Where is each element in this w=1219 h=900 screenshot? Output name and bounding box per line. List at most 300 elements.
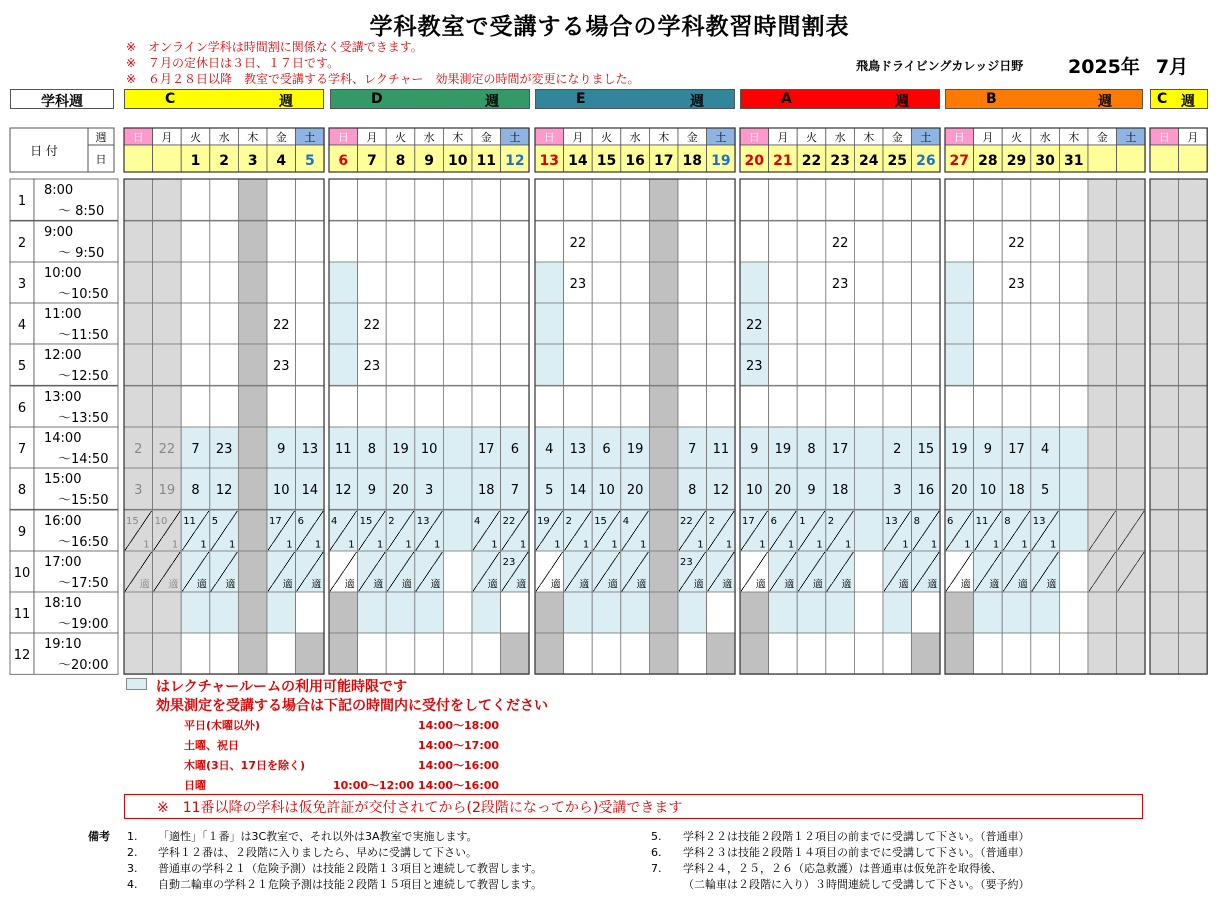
week-suffix: 週	[1098, 94, 1112, 110]
measure-day-label: 平日(木曜以外)	[184, 719, 261, 732]
weekday-label: 日	[132, 131, 144, 144]
date-number: 12	[505, 153, 525, 169]
timetable-cell	[974, 633, 1003, 674]
measure-day-label: 日曜	[184, 779, 206, 792]
date-number: 8	[395, 153, 406, 169]
date-number: 4	[276, 153, 287, 169]
timetable-cell	[267, 633, 296, 674]
timetable-cell	[912, 344, 941, 385]
timetable-cell	[415, 303, 444, 344]
timetable-cell	[443, 179, 472, 220]
timetable-cell	[649, 633, 678, 674]
timetable-cell	[854, 179, 883, 220]
timetable-cell	[443, 344, 472, 385]
timetable-cell	[443, 633, 472, 674]
timetable-cell	[974, 179, 1003, 220]
timetable-cell	[797, 344, 826, 385]
timetable-cell	[535, 633, 564, 674]
class-sub-number: 1	[1050, 539, 1057, 551]
timetable-cell	[1150, 179, 1179, 220]
weekday-label: 月	[982, 131, 994, 144]
class-number: 4	[1040, 442, 1050, 457]
week-suffix: 週	[690, 94, 704, 110]
timetable-cell	[210, 179, 239, 220]
class-number: 9	[750, 442, 759, 457]
timetable-cell	[912, 221, 941, 262]
timetable-cell	[769, 221, 798, 262]
aptitude-mark: 適	[487, 579, 498, 591]
class-number: 12	[215, 483, 233, 498]
period-number: 2	[17, 236, 27, 251]
class-number: 9	[367, 483, 377, 498]
class-number: 4	[622, 516, 630, 527]
date-number: 31	[1063, 153, 1084, 169]
timetable-cell	[707, 221, 736, 262]
timetable-cell	[358, 179, 387, 220]
class-number: 11	[335, 442, 352, 457]
timetable-cell	[883, 303, 912, 344]
timetable-cell	[153, 592, 182, 633]
weekday-label: 火	[190, 131, 201, 144]
class-sub-number: 1	[200, 539, 207, 551]
timetable-cell	[1179, 633, 1208, 674]
timetable-cell	[797, 262, 826, 303]
class-number: 12	[335, 483, 352, 498]
timetable-cell	[769, 179, 798, 220]
date-number: 20	[744, 153, 765, 169]
timetable-cell	[649, 221, 678, 262]
timetable-cell	[1150, 303, 1179, 344]
weekday-label: 日	[1158, 131, 1170, 144]
timetable-cell	[621, 344, 650, 385]
timetable-cell	[564, 344, 593, 385]
timetable-cell	[1088, 262, 1117, 303]
date-number: 28	[978, 153, 998, 169]
class-number: 20	[951, 483, 968, 498]
timetable-cell	[181, 179, 210, 220]
class-number: 22	[569, 236, 587, 251]
weekday-label: 火	[1011, 131, 1022, 144]
timetable-cell	[153, 221, 182, 262]
aptitude-mark: 適	[401, 579, 412, 591]
class-number: 23	[215, 442, 233, 457]
date-number: 3	[247, 153, 258, 169]
class-number: 15	[594, 516, 607, 527]
measure-day-label: 木曜(3日、17日を除く)	[184, 759, 306, 772]
timetable-cell	[238, 427, 267, 468]
timetable-cell	[854, 427, 883, 468]
timetable-cell	[769, 386, 798, 427]
weekday-label: 水	[1039, 131, 1051, 144]
class-number: 9	[277, 442, 286, 457]
timetable-cell	[740, 633, 769, 674]
timetable-cell	[415, 592, 444, 633]
class-number: 11	[712, 442, 730, 457]
timetable-cell	[415, 262, 444, 303]
class-sub-number: 1	[787, 539, 795, 551]
timetable-cell	[501, 344, 530, 385]
timetable-cell	[238, 221, 267, 262]
timetable-cell	[912, 633, 941, 674]
class-number: 23	[273, 359, 290, 374]
weekday-label: 日	[748, 131, 760, 144]
period-end: ～19:00	[58, 617, 109, 632]
timetable-cell	[535, 592, 564, 633]
date-cell	[1179, 145, 1208, 172]
timetable-cell	[329, 633, 358, 674]
timetable-cell	[296, 262, 325, 303]
timetable-cell	[883, 179, 912, 220]
class-number: 19	[158, 483, 176, 498]
class-number: 12	[712, 483, 730, 498]
timetable-cell	[707, 262, 736, 303]
class-number: 19	[537, 516, 550, 527]
timetable-cell	[707, 633, 736, 674]
timetable-cell	[1179, 179, 1208, 220]
period-number: 5	[17, 359, 27, 374]
timetable-cell	[592, 344, 621, 385]
weekday-label: 月	[366, 131, 378, 144]
week-suffix: 週	[279, 94, 293, 110]
week-letter: D	[371, 91, 383, 107]
aptitude-mark: 適	[139, 579, 150, 591]
timetable-cell	[1179, 592, 1208, 633]
timetable-cell	[740, 221, 769, 262]
timetable-cell	[535, 344, 564, 385]
timetable-cell	[1031, 592, 1060, 633]
timetable-cell	[210, 262, 239, 303]
date-cell	[1088, 145, 1117, 172]
timetable-cell	[1031, 221, 1060, 262]
timetable-cell	[1059, 427, 1088, 468]
timetable-cell	[678, 633, 707, 674]
timetable-cell	[358, 221, 387, 262]
class-sub-number: 1	[434, 539, 441, 551]
timetable-cell	[386, 179, 415, 220]
timetable-cell	[621, 303, 650, 344]
timetable-cell	[826, 179, 855, 220]
timetable-cell	[678, 344, 707, 385]
timetable-cell	[1059, 386, 1088, 427]
timetable-cell	[621, 633, 650, 674]
timetable-cell	[678, 592, 707, 633]
class-number: 22	[273, 318, 290, 333]
weekday-label: 金	[891, 131, 903, 144]
period-end: ～20:00	[58, 658, 109, 673]
class-sub-number: 1	[405, 539, 412, 551]
timetable-cell	[769, 262, 798, 303]
timetable-cell	[386, 221, 415, 262]
timetable-cell	[1031, 262, 1060, 303]
class-number: 18	[478, 483, 495, 498]
timetable-cell	[1088, 386, 1117, 427]
class-number: 5	[1040, 483, 1050, 498]
aptitude-mark: 適	[168, 579, 179, 591]
timetable-cell	[181, 303, 210, 344]
timetable-cell	[945, 592, 974, 633]
timetable-cell	[1179, 344, 1208, 385]
period-end: ～15:50	[58, 493, 109, 508]
timetable-cell	[210, 344, 239, 385]
weekday-label: 土	[509, 131, 521, 144]
timetable-cell	[296, 344, 325, 385]
timetable-cell	[854, 344, 883, 385]
period-number: 9	[17, 525, 27, 540]
week-suffix: 週	[895, 94, 909, 110]
timetable-cell	[181, 386, 210, 427]
timetable-cell	[707, 386, 736, 427]
remark-text: （二輪車は２段階に入り）３時間連続して受講して下さい。（要予約）	[683, 878, 1030, 891]
page-title: 学科教室で受講する場合の学科教習時間割表	[369, 14, 850, 40]
timetable-cell	[1059, 633, 1088, 674]
class-number: 13	[569, 442, 587, 457]
measure-time-pm: 14:00～16:00	[418, 759, 500, 772]
class-number: 4	[545, 442, 554, 457]
timetable-cell	[883, 386, 912, 427]
aptitude-mark: 適	[927, 579, 938, 591]
class-number: 16	[917, 483, 935, 498]
timetable-cell	[443, 510, 472, 551]
period-start: 8:00	[44, 183, 74, 198]
class-sub-number: 1	[902, 539, 909, 551]
timetable-cell	[1059, 551, 1088, 592]
timetable-cell	[826, 592, 855, 633]
aptitude-mark: 適	[430, 579, 441, 591]
class-number: 20	[392, 483, 409, 498]
timetable-cell	[854, 551, 883, 592]
class-number: 23	[746, 359, 763, 374]
class-number: 22	[831, 236, 849, 251]
date-number: 18	[682, 153, 703, 169]
class-number: 11	[183, 516, 196, 527]
aptitude-mark: 適	[344, 579, 355, 591]
period-number: 11	[13, 607, 31, 622]
date-number: 27	[949, 153, 970, 169]
period-start: 12:00	[44, 348, 82, 363]
timetable-cell	[1179, 510, 1208, 551]
timetable-cell	[1117, 468, 1146, 509]
timetable-cell	[1117, 262, 1146, 303]
timetable-cell	[1150, 592, 1179, 633]
weekday-label: 金	[686, 131, 698, 144]
class-number: 19	[626, 442, 644, 457]
timetable-cell	[854, 510, 883, 551]
timetable-cell	[854, 221, 883, 262]
timetable-cell	[854, 386, 883, 427]
timetable-cell	[238, 262, 267, 303]
timetable-cell	[1088, 592, 1117, 633]
timetable-cell	[472, 179, 501, 220]
timetable-cell	[358, 592, 387, 633]
timetable-cell	[296, 592, 325, 633]
period-start: 13:00	[44, 390, 82, 405]
timetable-cell	[740, 179, 769, 220]
week-suffix: 週	[485, 94, 499, 110]
class-sub-number: 1	[582, 539, 590, 551]
timetable-cell	[854, 468, 883, 509]
timetable-cell	[1150, 386, 1179, 427]
timetable-cell	[649, 344, 678, 385]
timetable-cell	[329, 221, 358, 262]
timetable-cell	[826, 633, 855, 674]
timetable-cell	[740, 386, 769, 427]
timetable-cell	[1117, 344, 1146, 385]
weekday-label: 月	[161, 131, 173, 144]
timetable-cell	[501, 386, 530, 427]
class-number: 2	[565, 516, 572, 527]
weekday-label: 日	[337, 131, 349, 144]
timetable-cell	[153, 262, 182, 303]
class-number: 5	[545, 483, 554, 498]
weekday-label: 木	[452, 131, 464, 144]
weekday-label: 水	[834, 131, 846, 144]
timetable-cell	[649, 303, 678, 344]
class-sub-number: 1	[554, 539, 561, 551]
period-start: 15:00	[44, 472, 82, 487]
lecture-legend-text: はレクチャールームの利用可能時限です	[156, 679, 408, 695]
timetable-cell	[124, 262, 153, 303]
timetable-cell	[153, 303, 182, 344]
remarks-label: 備考	[88, 830, 110, 843]
class-number: 13	[885, 516, 898, 527]
weekday-label: 日	[953, 131, 965, 144]
timetable-cell	[1088, 468, 1117, 509]
timetable-cell	[564, 386, 593, 427]
timetable-cell	[945, 633, 974, 674]
weekday-label: 木	[658, 131, 670, 144]
timetable-cell	[386, 303, 415, 344]
timetable-cell	[386, 633, 415, 674]
date-cell	[153, 145, 182, 172]
weekday-label: 土	[715, 131, 727, 144]
remark-number: 5.	[651, 830, 662, 843]
class-number: 23	[831, 277, 849, 292]
class-sub-number: 1	[348, 539, 355, 551]
timetable-cell	[769, 592, 798, 633]
timetable-cell	[912, 262, 941, 303]
timetable-cell	[1059, 179, 1088, 220]
class-number: 8	[191, 483, 200, 498]
class-number: 7	[191, 442, 200, 457]
timetable-cell	[1002, 303, 1031, 344]
timetable-cell	[592, 221, 621, 262]
date-number: 11	[476, 153, 497, 169]
class-number: 23	[363, 359, 381, 374]
remark-number: 7.	[651, 862, 662, 875]
timetable-cell	[358, 633, 387, 674]
class-number: 10	[154, 516, 168, 527]
timetable-cell	[592, 592, 621, 633]
remark-text: 普通車の学科２１（危険予測）は技能２段階１３項目と連続して教習します。	[158, 862, 543, 875]
timetable-cell	[649, 551, 678, 592]
weekday-label: 水	[423, 131, 435, 144]
timetable-cell	[296, 633, 325, 674]
date-number: 25	[887, 153, 908, 169]
class-number: 22	[363, 318, 381, 333]
class-number: 22	[746, 318, 763, 333]
timetable-cell	[1150, 344, 1179, 385]
timetable-cell	[153, 633, 182, 674]
class-number: 5	[211, 516, 219, 527]
timetable-cell	[1150, 551, 1179, 592]
school-name: 飛鳥ドライビングカレッジ日野	[856, 59, 1024, 73]
period-number: 1	[17, 194, 27, 209]
timetable-cell	[1059, 303, 1088, 344]
period-number: 6	[17, 401, 27, 416]
timetable-cell	[415, 386, 444, 427]
aptitude-mark: 適	[282, 579, 293, 591]
aptitude-mark: 適	[579, 579, 590, 591]
timetable-cell	[564, 633, 593, 674]
timetable-cell	[1059, 468, 1088, 509]
timetable-cell	[649, 592, 678, 633]
aptitude-mark: 適	[841, 579, 852, 591]
weekday-label: 土	[920, 131, 932, 144]
class-number: 23	[569, 277, 587, 292]
timetable-cell	[472, 633, 501, 674]
class-number: 13	[1032, 516, 1046, 527]
period-end: ～10:50	[58, 287, 109, 302]
timetable-cell	[267, 179, 296, 220]
week-letter: E	[576, 91, 586, 107]
timetable-cell	[415, 633, 444, 674]
timetable-cell	[1002, 386, 1031, 427]
date-number: 17	[653, 153, 674, 169]
class-number: 3	[424, 483, 434, 498]
weekday-label: 火	[806, 131, 817, 144]
class-number: 15	[359, 516, 373, 527]
remark-number: 2.	[127, 846, 138, 859]
timetable-cell	[854, 303, 883, 344]
timetable-cell	[649, 468, 678, 509]
timetable-cell	[238, 344, 267, 385]
timetable-cell	[1117, 427, 1146, 468]
timetable-cell	[124, 386, 153, 427]
timetable-cell	[443, 592, 472, 633]
timetable-cell	[1150, 633, 1179, 674]
date-number: 30	[1035, 153, 1055, 169]
date-number: 10	[447, 153, 468, 169]
timetable-cell	[1150, 221, 1179, 262]
timetable-cell	[1088, 179, 1117, 220]
timetable-cell	[124, 303, 153, 344]
remark-text: 「適性」「１番」は3C教室で、それ以外は3A教室で実施します。	[158, 830, 478, 843]
timetable-cell	[535, 303, 564, 344]
timetable-cell	[1002, 592, 1031, 633]
timetable-cell	[1088, 427, 1117, 468]
period-number: 4	[17, 318, 27, 333]
timetable-cell	[592, 303, 621, 344]
period-end: ～17:50	[58, 576, 109, 591]
timetable-cell	[153, 179, 182, 220]
date-number: 2	[219, 153, 229, 169]
timetable-cell	[854, 262, 883, 303]
timetable-cell	[1117, 179, 1146, 220]
class-number: 23	[680, 557, 693, 568]
aptitude-mark: 適	[989, 579, 1000, 591]
class-number: 23	[1008, 277, 1025, 292]
timetable-cell	[124, 592, 153, 633]
timetable-cell	[1031, 303, 1060, 344]
lecture-legend-swatch	[126, 678, 147, 690]
period-start: 10:00	[44, 266, 82, 281]
class-number: 7	[510, 483, 520, 498]
class-number: 13	[416, 516, 430, 527]
class-number: 6	[947, 516, 954, 527]
timetable-cell	[974, 386, 1003, 427]
weekday-label: 火	[395, 131, 406, 144]
measure-time-pm: 14:00～17:00	[418, 739, 500, 752]
